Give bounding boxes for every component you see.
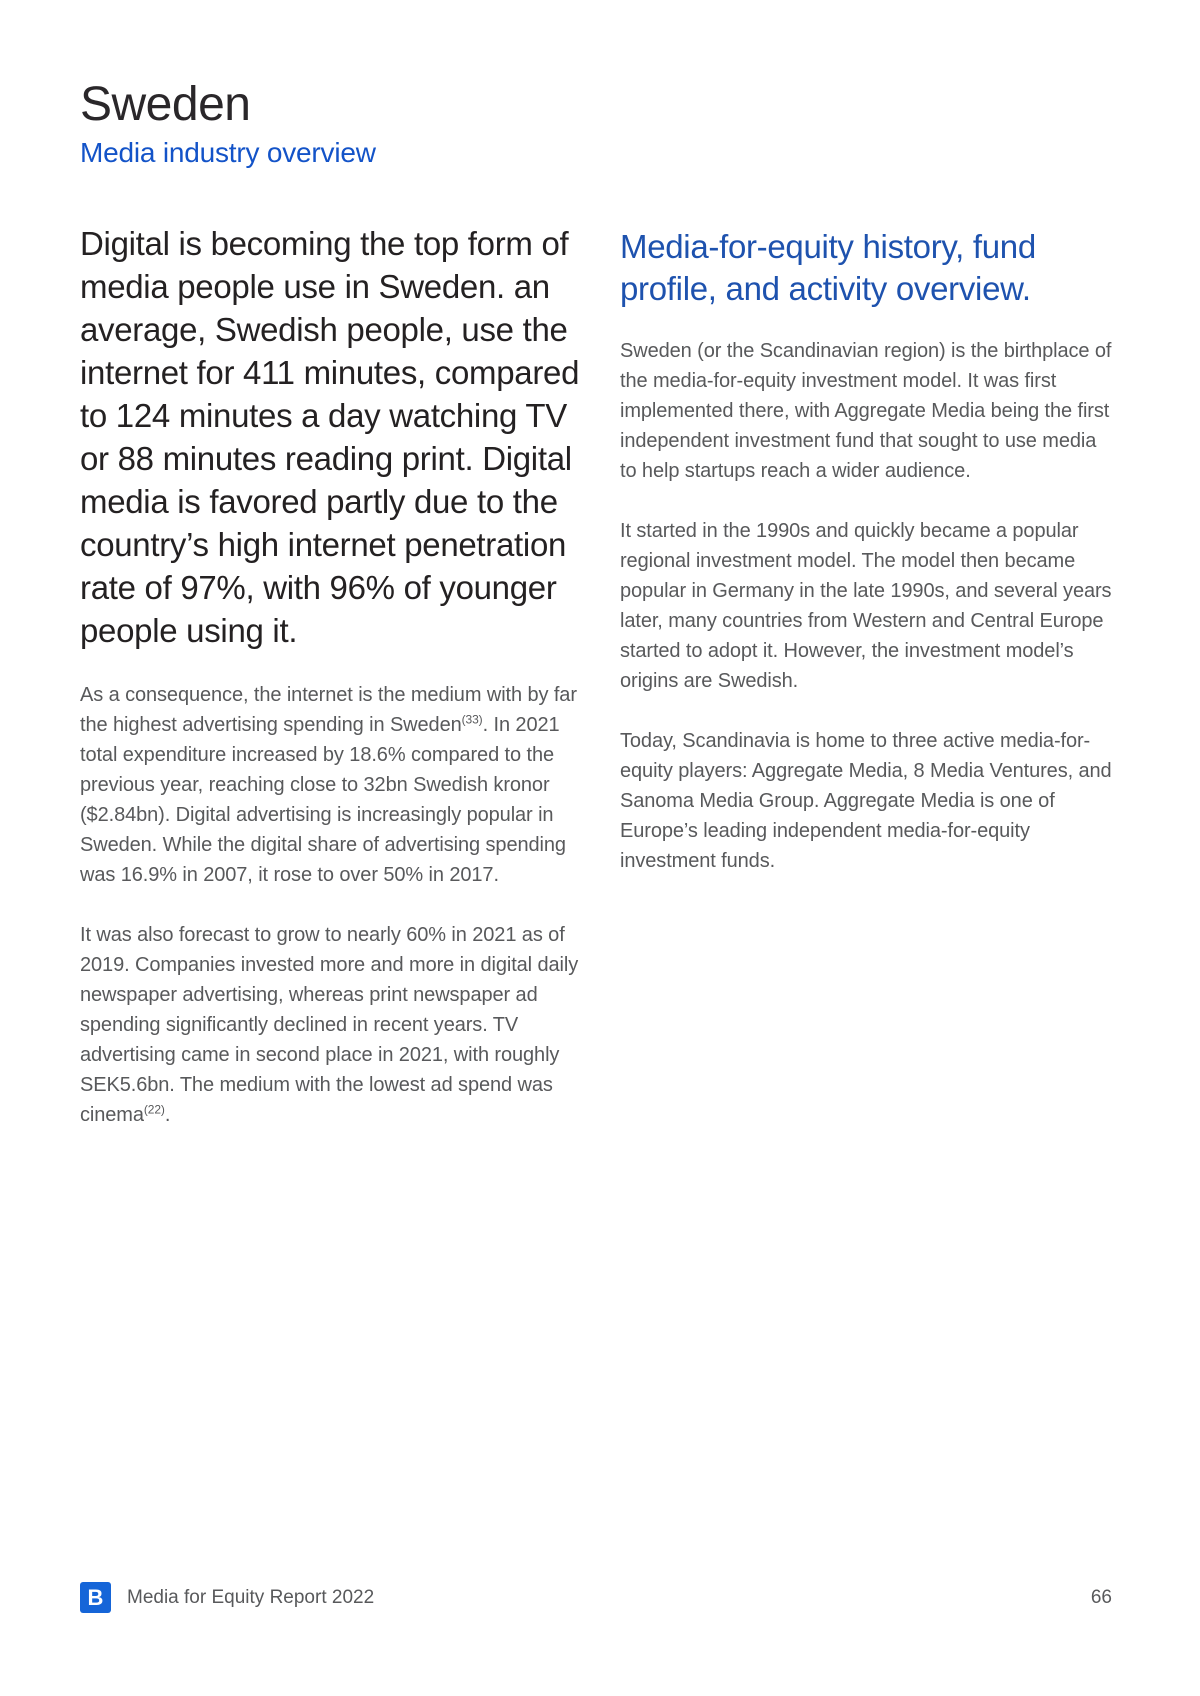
left-paragraph-2 — [80, 920, 580, 1130]
page-number: 66 — [1090, 1586, 1112, 1608]
left-column — [80, 222, 580, 1130]
page-subtitle: Media industry overview — [80, 136, 376, 168]
right-paragraph-1: Sweden (or the Scandinavian region) is the birthplace of the media-for-equity investment model. It was first implemented there, with Aggregate Media being the first independent investment fund that sought to use media to help startups reach a wider audience. — [620, 340, 1112, 482]
left-paragraph-2-text-cont: . — [164, 1104, 171, 1126]
footer-brand — [80, 1582, 374, 1613]
footnote-ref-22: (22) — [143, 1102, 165, 1117]
footer-report-title: Media for Equity Report 2022 — [127, 1586, 375, 1608]
page-footer — [80, 1582, 1112, 1613]
right-paragraph-2: It started in the 1990s and quickly became a popular regional investment model. The model then became popular in Germany in the late 1990s, and several years later, many countries from Western and Central Europe started to adopt it. However, the investment model’s origins are Swedish. — [620, 520, 1112, 692]
left-paragraph-1-text-cont: . In 2021 total expenditure increased by 18.6% compared to the previous year, reaching close to 32bn Swedish kronor ($2.84bn). Digital advertising is increasingly popular in Sweden. While the digital share of advertising spending was 16.9% in 2007, it rose to over 50% in 2017. — [80, 714, 566, 886]
page-title: Sweden — [80, 78, 251, 131]
right-paragraph-3: Today, Scandinavia is home to three active media-for-equity players: Aggregate Media, 8 Media Ventures, and Sanoma Media Group. Aggregate Media is one of Europe’s leading independent media-for-equity investment funds. — [620, 730, 1112, 872]
footnote-ref-33: (33) — [461, 712, 483, 727]
left-paragraph-1-text: As a consequence, the internet is the medium with by far the highest advertising spending in Sweden — [80, 684, 577, 736]
brand-logo-icon — [80, 1582, 111, 1613]
right-column — [620, 226, 1112, 876]
left-paragraph-2-text: It was also forecast to grow to nearly 60% in 2021 as of 2019. Companies invested more and more in digital daily newspaper advertising, whereas print newspaper ad spending significantly declined in recent years. TV advertising came in second place in 2021, with roughly SEK5.6bn. The medium with the lowest ad spend was cinema — [80, 924, 579, 1126]
page-header — [80, 78, 376, 169]
brand-logo-letter: B — [87, 1584, 104, 1610]
intro-paragraph: Digital is becoming the top form of media people use in Sweden. an average, Swedish people, use the internet for 411 minutes, compared to 124 minutes a day watching TV or 88 minutes reading print. Digital media is favored partly due to the country’s high internet penetration rate of 97%, with 96% of younger people using it. — [80, 225, 580, 649]
left-paragraph-1 — [80, 680, 580, 890]
section-heading: Media-for-equity history, fund profile, and activity overview. — [620, 228, 1036, 307]
